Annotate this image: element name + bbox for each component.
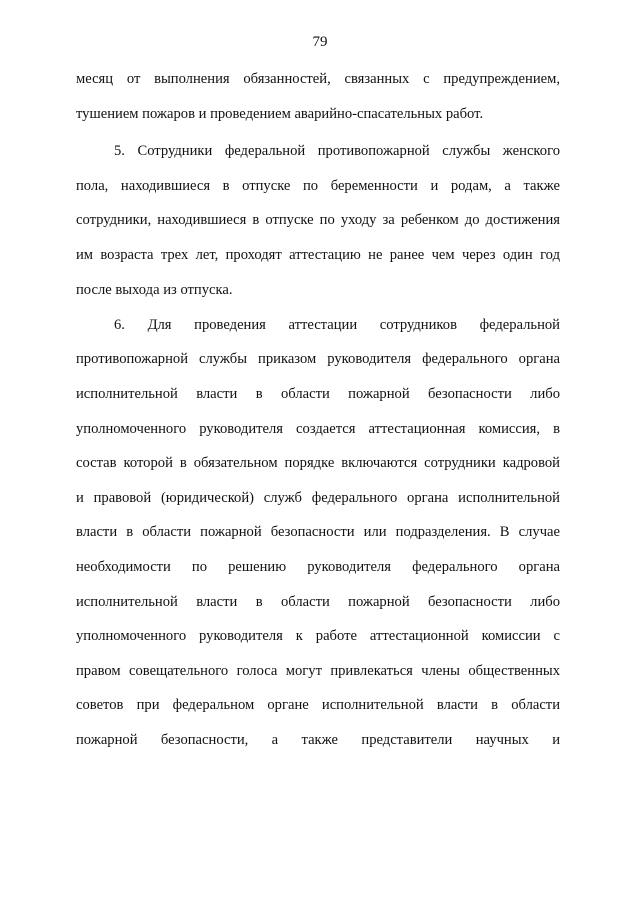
text-line: советов при федеральном органе исполнительной власти в области — [76, 697, 560, 713]
text-line: уполномоченного руководителя создается аттестационная комиссия, в — [76, 421, 560, 437]
text-line: пола, находившиеся в отпуске по беременности и родам, а также — [76, 178, 560, 194]
text-line: 5. Сотрудники федеральной противопожарной службы женского — [114, 143, 560, 159]
text-line: тушением пожаров и проведением аварийно-спасательных работ. — [76, 106, 484, 122]
text-line: пожарной безопасности, а также представители научных и — [76, 732, 560, 748]
text-line: власти в области пожарной безопасности или подразделения. В случае — [76, 524, 560, 540]
text-line: необходимости по решению руководителя федерального органа — [76, 559, 560, 575]
text-line: сотрудники, находившиеся в отпуске по уходу за ребенком до достижения — [76, 212, 560, 228]
text-line: противопожарной службы приказом руководителя федерального органа — [76, 351, 560, 367]
text-line: исполнительной власти в области пожарной безопасности либо — [76, 594, 560, 610]
page-number: 79 — [312, 34, 328, 50]
text-line: исполнительной власти в области пожарной безопасности либо — [76, 386, 560, 402]
text-line: и правовой (юридической) служб федерального органа исполнительной — [76, 490, 560, 506]
text-line: после выхода из отпуска. — [76, 282, 233, 298]
text-line: им возраста трех лет, проходят аттестацию не ранее чем через один год — [76, 247, 560, 263]
text-line: уполномоченного руководителя к работе аттестационной комиссии с — [76, 628, 560, 644]
text-line: правом совещательного голоса могут привлекаться члены общественных — [76, 663, 560, 679]
text-line: состав которой в обязательном порядке включаются сотрудники кадровой — [76, 455, 560, 471]
text-line: месяц от выполнения обязанностей, связанных с предупреждением, — [76, 71, 560, 87]
text-line: 6. Для проведения аттестации сотрудников федеральной — [114, 317, 560, 333]
